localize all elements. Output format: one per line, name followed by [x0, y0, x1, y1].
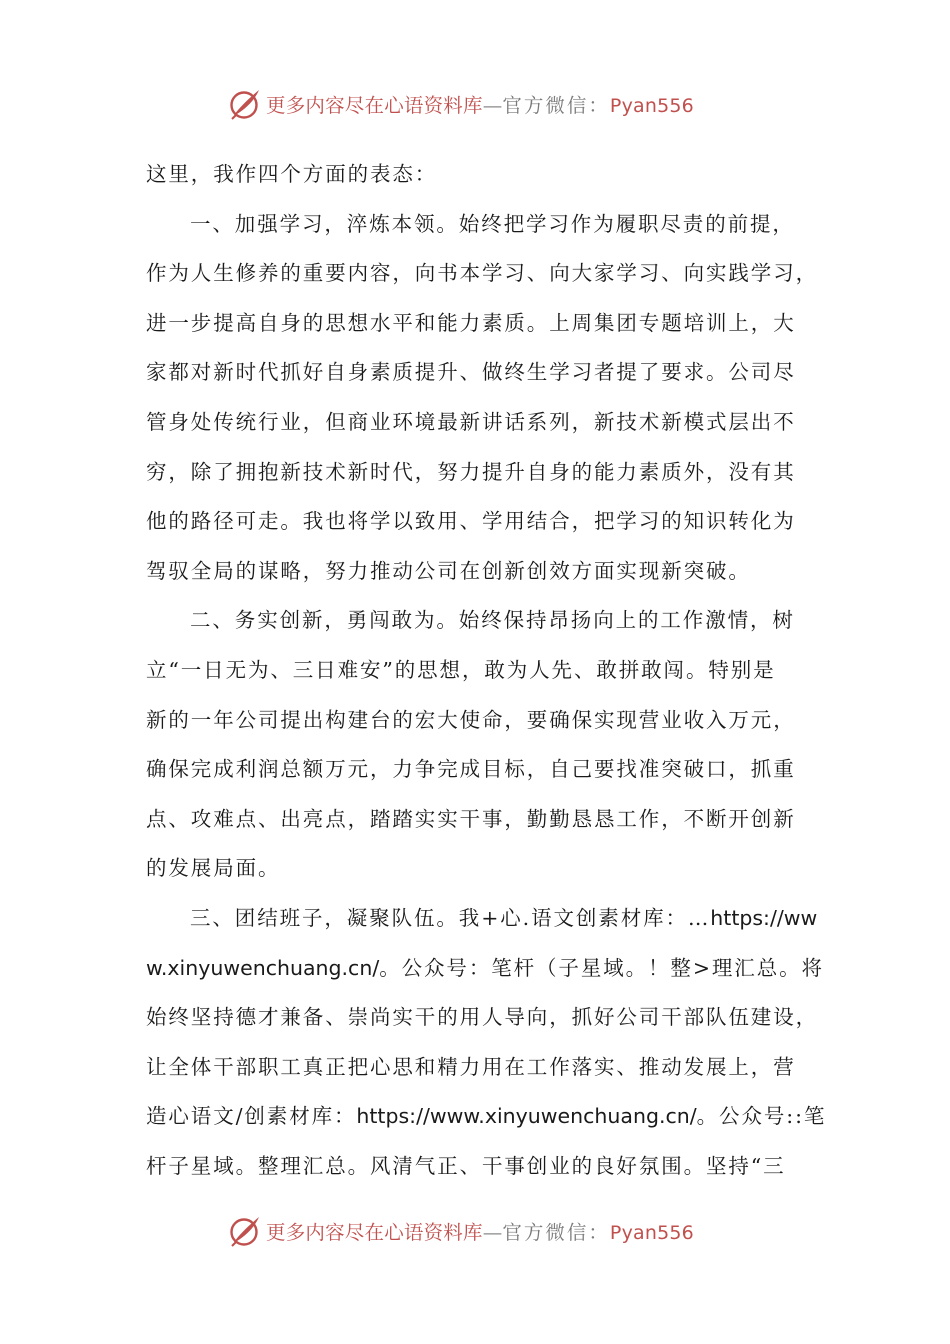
watermark-text: 更多内容尽在心语资料库—官方微信：Pyan556 — [266, 94, 694, 117]
watermark-banner-bottom — [228, 1211, 694, 1251]
text-line: 点、攻难点、出亮点，踏踏实实干事，勤勤恳恳工作，不断开创新 — [146, 806, 796, 831]
text-line: 管身处传统行业，但商业环境最新讲话系列，新技术新模式层出不 — [146, 409, 796, 434]
text-line: 他的路径可走。我也将学以致用、学用结合，把学习的知识转化为 — [146, 509, 796, 534]
watermark-banner-top — [228, 84, 694, 124]
url-text: https://www.xinyuwenchuang.cn/ — [356, 1104, 697, 1129]
text-line: 立“一日无为、三日难安”的思想，敢为人先、敢拼敢闯。特别是 — [146, 657, 776, 682]
text-line: 让全体干部职工真正把心思和精力用在工作落实、推动发展上，营 — [146, 1054, 796, 1079]
text-line: 进一步提高自身的思想水平和能力素质。上周集团专题培训上，大 — [146, 310, 796, 335]
section-heading-line: 一、加强学习，淬炼本领。始终把学习作为履职尽责的前提， — [190, 211, 795, 236]
text-line: 这里，我作四个方面的表态： — [146, 162, 438, 186]
text-line: 始终坚持德才兼备、崇尚实干的用人导向，抓好公司干部队伍建设， — [146, 1005, 818, 1030]
url-fragment: w.xinyuwenchuang.cn/ — [146, 955, 380, 980]
text-span: 。公众号：笔杆（子星域。！整>理汇总。将 — [379, 955, 824, 980]
url-fragment: https://ww — [710, 905, 818, 930]
text-line: 驾驭全局的谋略，努力推动公司在创新创效方面实现新突破。 — [146, 558, 751, 583]
document-body — [146, 150, 827, 1191]
text-line: 家都对新时代抓好自身素质提升、做终生学习者提了要求。公司尽 — [146, 360, 796, 385]
section-heading-line: 二、务实创新，勇闯敢为。始终保持昂扬向上的工作激情，树 — [190, 608, 795, 633]
text-line: 确保完成利润总额万元，力争完成目标，自己要找准突破口，抓重 — [146, 757, 796, 782]
text-span: 造心语文/创素材库： — [146, 1104, 357, 1129]
section-heading-line — [146, 894, 818, 944]
quill-logo-icon — [228, 87, 262, 121]
text-span: 。公众号::笔 — [696, 1104, 827, 1129]
text-span: 三、团结班子，凝聚队伍。我+心.语文创素材库：… — [190, 905, 711, 930]
text-line: 的发展局面。 — [146, 856, 281, 881]
text-line: 作为人生修养的重要内容，向书本学习、向大家学习、向实践学习， — [146, 261, 818, 286]
text-line: 新的一年公司提出构建台的宏大使命，要确保实现营业收入万元， — [146, 707, 796, 732]
text-line: 杆子星域。整理汇总。风清气正、干事创业的良好氛围。坚持“三 — [146, 1153, 786, 1178]
watermark-text: 更多内容尽在心语资料库—官方微信：Pyan556 — [266, 1221, 694, 1244]
quill-logo-icon — [228, 1214, 262, 1248]
text-line — [146, 1092, 827, 1142]
text-line: 穷，除了拥抱新技术新时代，努力提升自身的能力素质外，没有其 — [146, 459, 796, 484]
text-line — [146, 944, 824, 994]
